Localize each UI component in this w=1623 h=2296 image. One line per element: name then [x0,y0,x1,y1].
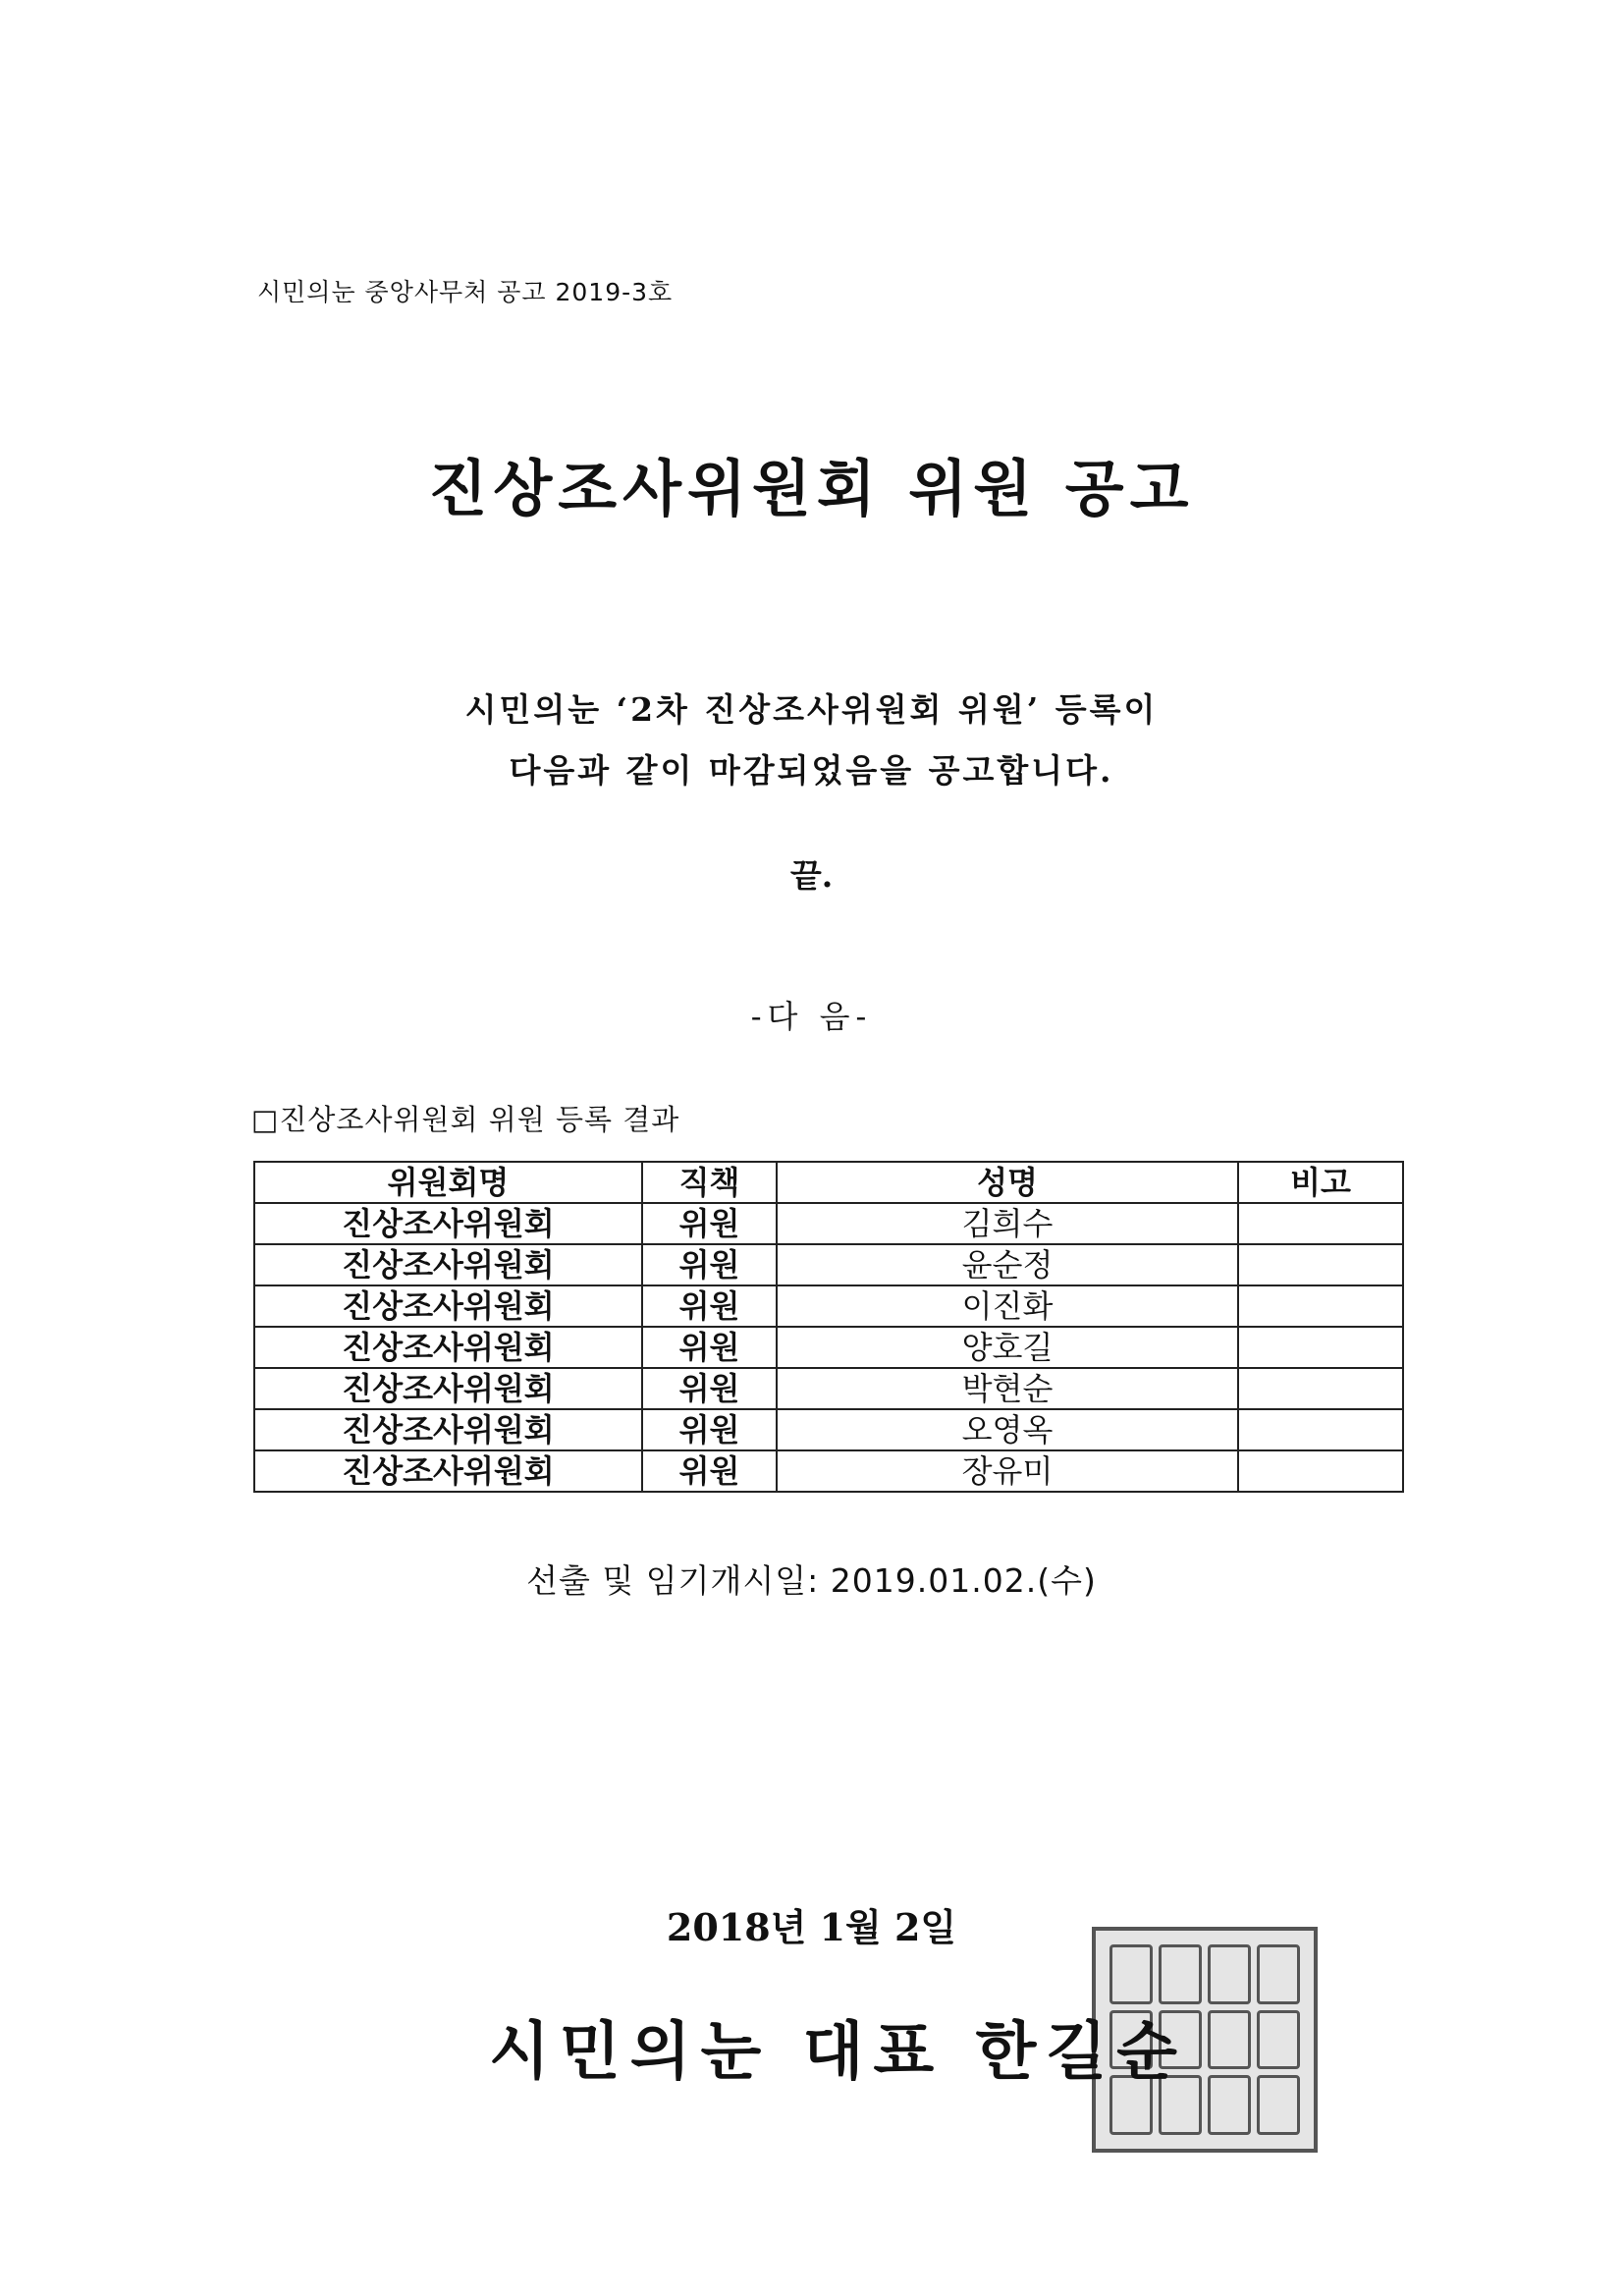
cell-committee: 진상조사위원회 [254,1327,642,1368]
cell-note [1238,1203,1403,1244]
cell-note [1238,1368,1403,1409]
intro-paragraph [0,680,1623,801]
cell-name: 이진화 [777,1285,1238,1327]
seal-glyph [1208,2010,1251,2070]
table-row [254,1409,1403,1450]
cell-note [1238,1285,1403,1327]
cell-name: 윤순정 [777,1244,1238,1285]
header-name: 성명 [777,1162,1238,1203]
table-row [254,1327,1403,1368]
cell-position: 위원 [642,1368,777,1409]
table-row [254,1244,1403,1285]
end-mark: 끝. [789,856,834,895]
table-row [254,1203,1403,1244]
cell-note [1238,1409,1403,1450]
table-row [254,1450,1403,1492]
seal-glyph [1257,2010,1300,2070]
signatory: 시민의눈 대표 한길순 [489,2015,1187,2089]
appointment-date: 선출 및 임기개시일: 2019.01.02.(수) [526,1561,1097,1600]
cell-committee: 진상조사위원회 [254,1409,642,1450]
seal-glyph [1159,1944,1202,2004]
seal-glyph [1208,1944,1251,2004]
cell-position: 위원 [642,1285,777,1327]
seal-glyph [1109,1944,1153,2004]
seal-glyph [1208,2075,1251,2135]
intro-line: 시민의눈 ‘2차 진상조사위원회 위원’ 등록이 [464,690,1159,729]
cell-committee: 진상조사위원회 [254,1203,642,1244]
cell-position: 위원 [642,1244,777,1285]
cell-name: 김희수 [777,1203,1238,1244]
header-position: 직책 [642,1162,777,1203]
cell-name: 오영옥 [777,1409,1238,1450]
cell-name: 장유미 [777,1450,1238,1492]
table-row [254,1368,1403,1409]
seal-glyph [1257,1944,1300,2004]
table-row [254,1285,1403,1327]
cell-note [1238,1450,1403,1492]
cell-name: 박현순 [777,1368,1238,1409]
cell-position: 위원 [642,1203,777,1244]
header-note: 비고 [1238,1162,1403,1203]
seal-glyph [1257,2075,1300,2135]
intro-line: 다음과 같이 마감되었음을 공고합니다. [509,751,1114,790]
cell-committee: 진상조사위원회 [254,1285,642,1327]
header-committee: 위원회명 [254,1162,642,1203]
cell-note [1238,1327,1403,1368]
results-table [253,1161,1404,1493]
document-number: 시민의눈 중앙사무처 공고 2019-3호 [257,278,674,306]
table-header-row [254,1162,1403,1203]
cell-committee: 진상조사위원회 [254,1450,642,1492]
cell-name: 양호길 [777,1327,1238,1368]
next-section-header: -다 음- [750,998,873,1035]
section-heading: □진상조사위원회 위원 등록 결과 [251,1103,680,1136]
cell-committee: 진상조사위원회 [254,1368,642,1409]
cell-position: 위원 [642,1409,777,1450]
page-title: 진상조사위원회 위원 공고 [428,453,1195,524]
cell-position: 위원 [642,1327,777,1368]
cell-note [1238,1244,1403,1285]
cell-committee: 진상조사위원회 [254,1244,642,1285]
cell-position: 위원 [642,1450,777,1492]
issue-date: 2018년 1월 2일 [666,1905,957,1949]
